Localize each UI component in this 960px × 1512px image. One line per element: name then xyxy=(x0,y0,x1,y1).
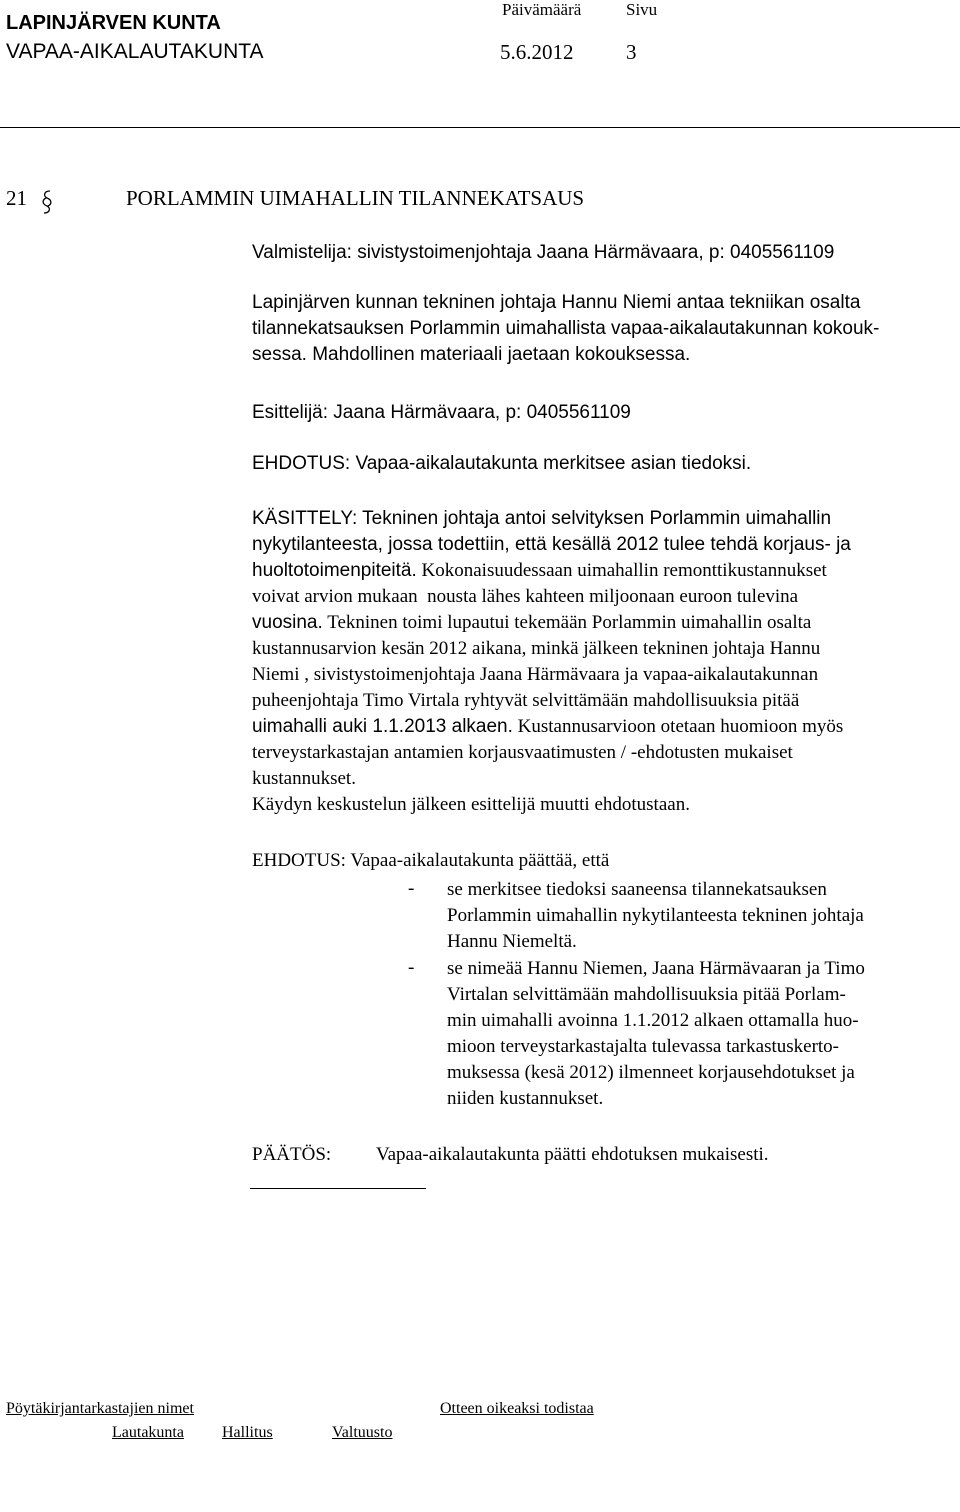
processing-line: voivat arvion mukaan nousta lähes kahteen miljoonaan euroon tulevina xyxy=(252,586,799,607)
decision-text: Vapaa-aikalautakunta päätti ehdotuksen mukaisesti. xyxy=(376,1144,769,1165)
processing-fragment: Kokonaisuudessaan uimahallin remonttikustannukset xyxy=(416,560,827,581)
bullet-line: Hannu Niemeltä. xyxy=(447,931,577,952)
reviewers-label: Pöytäkirjantarkastajien nimet xyxy=(6,1400,194,1417)
bullet-line: se nimeää Hannu Niemen, Jaana Härmävaaran ja Timo xyxy=(447,958,865,979)
processing-fragment: huoltotoimenpiteitä. xyxy=(252,560,417,581)
signature-line xyxy=(250,1188,426,1189)
bullet-line: Virtalan selvittämään mahdollisuuksia pitää Porlam- xyxy=(447,984,846,1005)
meeting-date: 5.6.2012 xyxy=(500,40,574,64)
processing-line xyxy=(252,714,952,740)
item-title: PORLAMMIN UIMAHALLIN TILANNEKATSAUS xyxy=(126,186,585,210)
processing-line: terveystarkastajan antamien korjausvaatimusten / -ehdotusten mukaiset xyxy=(252,742,793,763)
processing-fragment: vuosina. xyxy=(252,612,323,633)
item-number: 21 xyxy=(6,186,27,210)
bullet-dash: - xyxy=(408,957,415,978)
bullet-line: Porlammin uimahallin nykytilanteesta tekninen johtaja xyxy=(447,905,864,926)
decision-label: PÄÄTÖS: xyxy=(252,1144,332,1165)
processing-line: Niemi , sivistystoimenjohtaja Jaana Härmävaara ja vapaa-aikalautakunnan xyxy=(252,664,819,685)
processing-line: kustannukset. xyxy=(252,768,356,789)
proposal-initial: EHDOTUS: Vapaa-aikalautakunta merkitsee asian tiedoksi. xyxy=(252,453,752,474)
page-label: Sivu xyxy=(626,0,658,19)
intro-line: Lapinjärven kunnan tekninen johtaja Hannu Niemi antaa tekniikan osalta xyxy=(252,292,861,313)
processing-fragment: uimahalli auki 1.1.2013 alkaen. xyxy=(252,716,513,737)
committee-name: VAPAA-AIKALAUTAKUNTA xyxy=(6,40,264,63)
page-number: 3 xyxy=(626,40,637,64)
processing-line: Käydyn keskustelun jälkeen esittelijä muutti ehdotustaan. xyxy=(252,794,690,815)
lautakunta-label: Lautakunta xyxy=(112,1424,184,1441)
bullet-line: muksessa (kesä 2012) ilmenneet korjausehdotukset ja xyxy=(447,1062,855,1083)
bullet-line: min uimahalli avoinna 1.1.2012 alkaen ottamalla huo- xyxy=(447,1010,859,1031)
proposal-revised: EHDOTUS: Vapaa-aikalautakunta päättää, että xyxy=(252,850,610,871)
intro-line: tilannekatsauksen Porlammin uimahallista vapaa-aikalautakunnan kokouk- xyxy=(252,318,880,339)
presenter: Esittelijä: Jaana Härmävaara, p: 0405561109 xyxy=(252,402,631,423)
processing-line: kustannusarvion kesän 2012 aikana, minkä jälkeen tekninen johtaja Hannu xyxy=(252,638,821,659)
bullet-line: niiden kustannukset. xyxy=(447,1088,604,1109)
processing-paragraph xyxy=(252,506,952,818)
intro-paragraph xyxy=(252,290,952,368)
processing-fragment: Tekninen toimi lupautui tekemään Porlammin uimahallin osalta xyxy=(322,612,812,633)
bullet-line: mioon terveystarkastajalta tulevassa tarkastuskerto- xyxy=(447,1036,840,1057)
preparer: Valmistelija: sivistystoimenjohtaja Jaana Härmävaara, p: 0405561109 xyxy=(252,242,835,263)
valtuusto-label: Valtuusto xyxy=(332,1424,393,1441)
org-name: LAPINJÄRVEN KUNTA xyxy=(6,12,221,34)
processing-line: nykytilanteesta, jossa todettiin, että kesällä 2012 tulee tehdä korjaus- ja xyxy=(252,534,851,555)
section-sign-icon xyxy=(40,188,54,216)
processing-line xyxy=(252,558,952,584)
bullet-item xyxy=(447,877,864,955)
bullet-dash: - xyxy=(408,878,415,899)
header-divider xyxy=(0,127,960,128)
intro-line: sessa. Mahdollinen materiaali jaetaan kokouksessa. xyxy=(252,344,691,365)
processing-line xyxy=(252,610,952,636)
processing-fragment: Kustannusarvioon otetaan huomioon myös xyxy=(512,716,844,737)
bullet-line: se merkitsee tiedoksi saaneensa tilannekatsauksen xyxy=(447,879,827,900)
certified-label: Otteen oikeaksi todistaa xyxy=(440,1400,594,1417)
date-label: Päivämäärä xyxy=(502,0,582,19)
processing-line: KÄSITTELY: Tekninen johtaja antoi selvityksen Porlammin uimahallin xyxy=(252,508,832,529)
hallitus-label: Hallitus xyxy=(222,1424,273,1441)
bullet-item xyxy=(447,956,865,1112)
processing-line: puheenjohtaja Timo Virtala ryhtyvät selvittämään mahdollisuuksia pitää xyxy=(252,690,800,711)
